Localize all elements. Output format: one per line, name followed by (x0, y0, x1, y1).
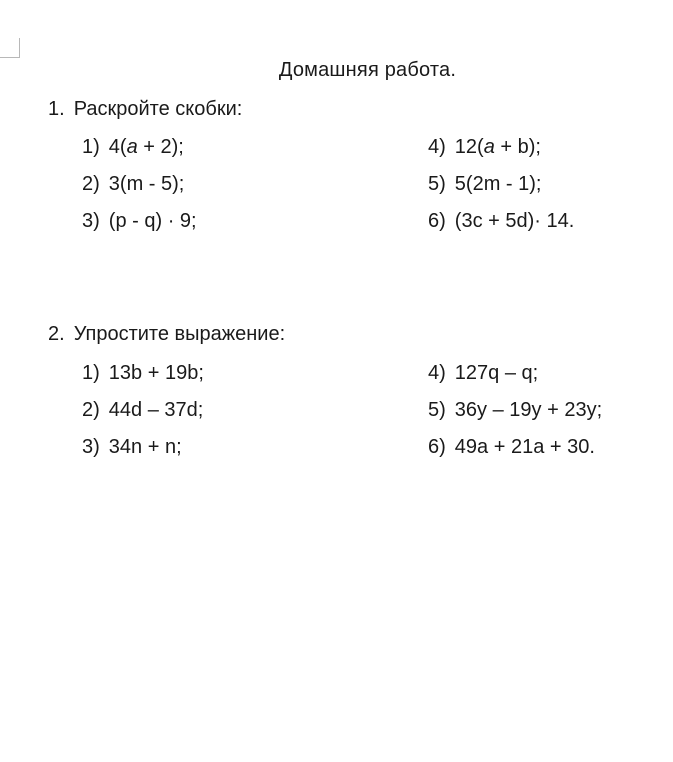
document-title: Домашняя работа. (278, 59, 457, 81)
section-title: Упростите выражение: (73, 323, 286, 345)
task-expression: 49a + 21a + 30. (454, 436, 595, 458)
section-1-heading (48, 98, 242, 121)
task-expression: 3(m - 5); (108, 173, 185, 195)
task-item (428, 136, 541, 159)
task-item (82, 362, 204, 385)
task-number: 3) (82, 210, 100, 232)
task-item (428, 362, 538, 385)
task-item (82, 136, 184, 159)
task-item (428, 399, 602, 422)
task-number: 3) (82, 436, 100, 458)
task-expression: 34n + n; (108, 436, 182, 458)
task-expression: 5(2m - 1); (454, 173, 542, 195)
task-item (82, 399, 203, 422)
section-number: 2. (48, 323, 65, 345)
task-number: 1) (82, 362, 100, 384)
task-number: 4) (428, 362, 446, 384)
task-number: 5) (428, 173, 446, 195)
task-number: 4) (428, 136, 446, 158)
task-number: 2) (82, 399, 100, 421)
task-item (428, 173, 541, 196)
task-number: 2) (82, 173, 100, 195)
task-item (82, 173, 184, 196)
task-expression: 127q – q; (454, 362, 539, 384)
task-number: 6) (428, 436, 446, 458)
task-item (82, 436, 182, 459)
page-corner-marker (0, 38, 20, 58)
task-expression: 44d – 37d; (108, 399, 204, 421)
task-number: 1) (82, 136, 100, 158)
task-expression: 12(a + b); (454, 136, 541, 158)
section-2-heading (48, 323, 285, 346)
task-expression: (p - q) · 9; (108, 210, 197, 232)
task-expression: 4(a + 2); (108, 136, 184, 158)
section-title: Раскройте скобки: (73, 98, 243, 120)
section-number: 1. (48, 98, 65, 120)
task-expression: 36y – 19y + 23y; (454, 399, 603, 421)
task-item (428, 210, 574, 233)
task-item (82, 210, 197, 233)
task-expression: 13b + 19b; (108, 362, 204, 384)
task-expression: (3c + 5d)· 14. (454, 210, 575, 232)
task-number: 6) (428, 210, 446, 232)
task-number: 5) (428, 399, 446, 421)
task-item (428, 436, 595, 459)
